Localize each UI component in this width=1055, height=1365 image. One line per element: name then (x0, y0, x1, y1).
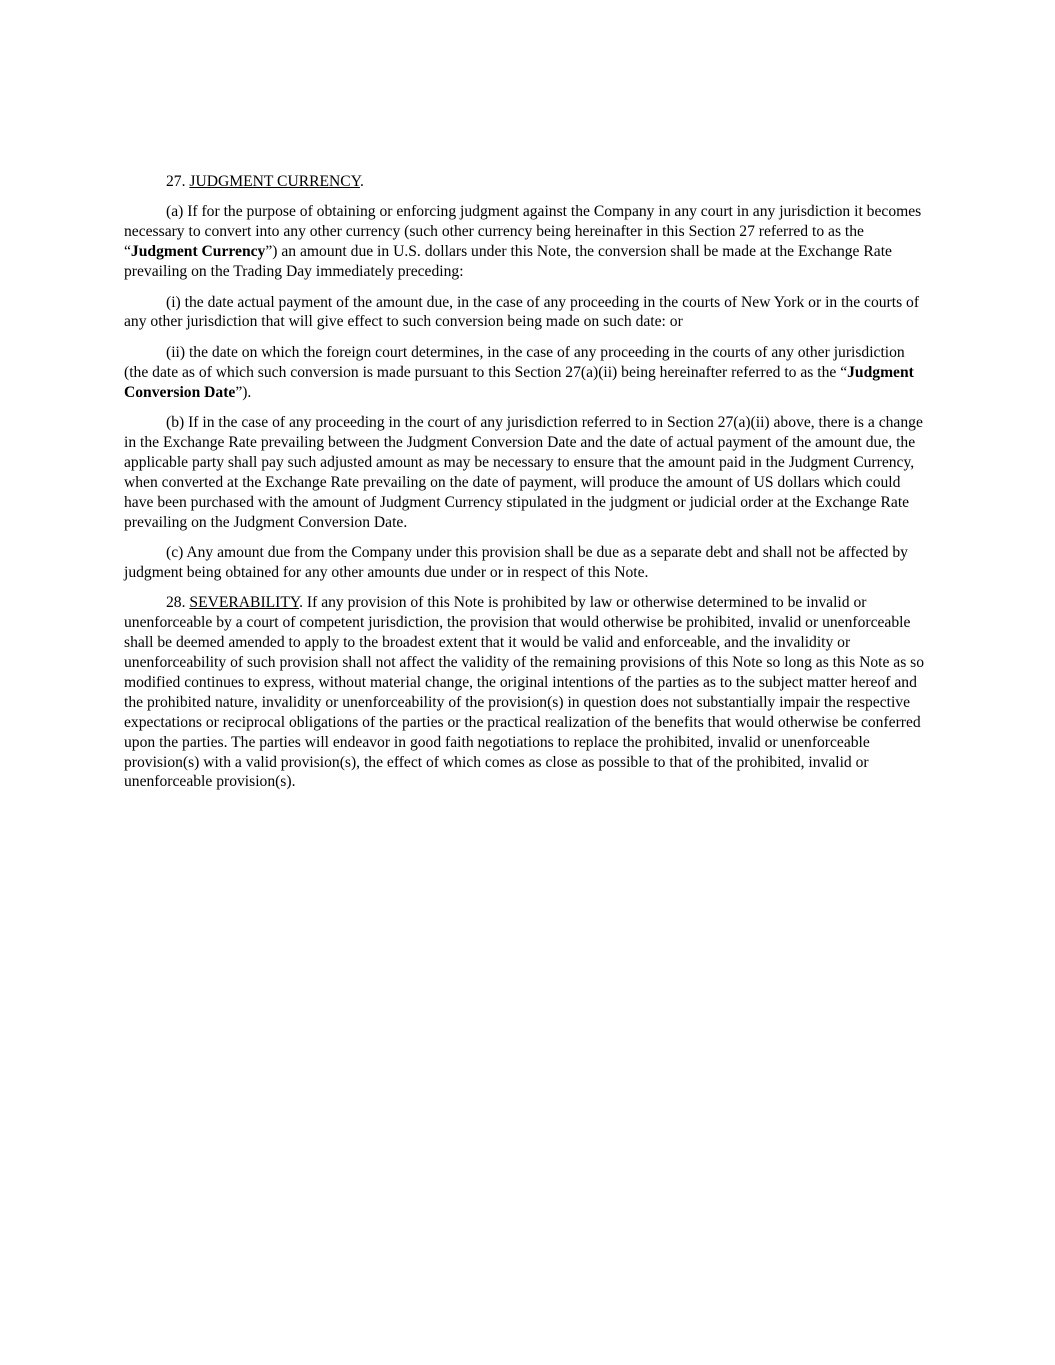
section-27a-ii-paragraph (124, 343, 930, 403)
section-27b-paragraph: (b) If in the case of any proceeding in the court of any jurisdiction referred to in Section 27(a)(ii) above, there is a change in the Exchange Rate prevailing between the Judgment Conversion Date and the date of actual payment of the amount due, the applicable party shall pay such adjusted amount as may be necessary to ensure that the amount paid in the Judgment Currency, when converted at the Exchange Rate prevailing on the date of payment, will produce the amount of US dollars which could have been purchased with the amount of Judgment Currency stipulated in the judgment or judicial order at the Exchange Rate prevailing on the Judgment Conversion Date. (124, 414, 923, 531)
section-28-text: . If any provision of this Note is prohibited by law or otherwise determined to be invalid or unenforceable by a court of competent jurisdiction, the provision that would otherwise be prohibited, invalid or unenforceable shall be deemed amended to apply to the broadest extent that it would be valid and enforceable, and the invalidity or unenforceability of such provision shall not affect the validity of the remaining provisions of this Note so long as this Note as so modified continues to express, without material change, the original intentions of the parties as to the subject matter hereof and the prohibited nature, invalidity or unenforceability of the provision(s) in question does not substantially impair the respective expectations or reciprocal obligations of the parties or the practical realization of the benefits that would otherwise be conferred upon the parties. The parties will endeavor in good faith negotiations to replace the prohibited, invalid or unenforceable provision(s) with a valid provision(s), the effect of which comes as close as possible to that of the prohibited, invalid or unenforceable provision(s). (124, 594, 925, 791)
document-page (124, 172, 930, 803)
section-28-title: SEVERABILITY (189, 594, 300, 612)
section-27-heading (124, 172, 930, 192)
section-28-paragraph (124, 593, 930, 792)
section-27-number: 27. (166, 173, 190, 190)
section-27a-ii-text-1: (ii) the date on which the foreign court determines, in the case of any proceeding in the courts of any other jurisdiction (the date as of which such conversion is made pursuant to this Section 27(a)(ii) being hereinafter referred to as the “ (124, 343, 905, 381)
section-27-title-end: . (359, 173, 364, 190)
section-27a-i-paragraph: (i) the date actual payment of the amount due, in the case of any proceeding in the courts of New York or in the courts of any other jurisdiction that will give effect to such conversion being made on such date: or (124, 293, 920, 331)
section-27c-paragraph: (c) Any amount due from the Company under this provision shall be due as a separate debt and shall not be affected by judgment being obtained for any other amounts due under or in respect of this Note. (124, 544, 908, 581)
section-27a-text-2: ”) an amount due in U.S. dollars under this Note, the conversion shall be made at the Exchange Rate prevailing on the Trading Day immediately preceding: (124, 243, 892, 281)
section-28-number: 28. (166, 594, 190, 612)
section-27a-ii-text-2: ”). (235, 383, 252, 401)
section-27-title: JUDGMENT CURRENCY (189, 173, 360, 190)
judgment-conversion-date-term: Judgment Conversion Date (124, 363, 914, 401)
section-27a-text-1: (a) If for the purpose of obtaining or enforcing judgment against the Company in any court in any jurisdiction it becomes necessary to convert into any other currency (such other currency being hereinafter in this Section 27 referred to as the “ (124, 203, 922, 261)
judgment-currency-term: Judgment Currency (130, 243, 266, 261)
section-27a-paragraph (124, 202, 930, 282)
